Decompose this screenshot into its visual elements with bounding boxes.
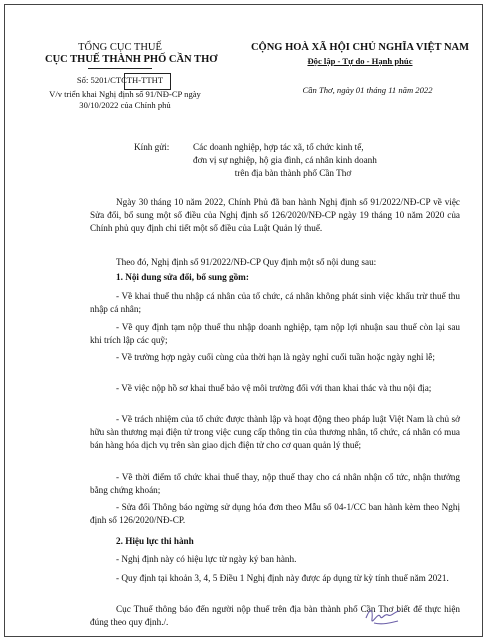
subject-line-2: 30/10/2022 của Chính phủ [79,100,171,110]
section-1-heading: 1. Nội dung sửa đổi, bổ sung gồm: [116,272,249,282]
recipient-line-3: trên địa bàn thành phố Cần Thơ [234,168,352,178]
list-item: - Về việc nộp hồ sơ khai thuế bảo vệ môi trường đối với than khai thác và thu nội địa; [116,383,432,393]
recipient-line-2: đơn vị sự nghiệp, hộ gia đình, cá nhân kinh doanh [193,155,377,165]
agency-underline [88,68,152,69]
list-item: - Về trường hợp ngày cuối cùng của thời hạn là ngày nghỉ cuối tuần hoặc ngày nghỉ lễ; [116,352,435,362]
doc-number: Số: 5201/CTCTH-TTHT [76,75,164,85]
recipient-label: Kính gửi: [134,142,170,152]
country-name: CỘNG HOÀ XÃ HỘI CHỦ NGHĨA VIỆT NAM [250,42,470,53]
signature-scribble [364,606,402,628]
motto: Độc lập - Tự do - Hạnh phúc [307,56,413,66]
subject-line-1: V/v triển khai Nghị định số 91/NĐ-CP ngày [49,89,201,99]
list-item: - Quy định tại khoản 3, 4, 5 Điều 1 Nghị định này được áp dụng từ kỳ tính thuế năm 2021. [116,573,449,583]
agency-name: CỤC THUẾ THÀNH PHỐ CẦN THƠ [45,54,218,65]
intro-paragraph: Ngày 30 tháng 10 năm 2022, Chính Phủ đã ban hành Nghị định số 91/2022/NĐ-CP về việc Sửa đổi, bổ sung một số điều của Nghị định số 126/2020/NĐ-CP ngày 19 tháng 10 năm 2020 của Chính phủ quy định chi tiết một số điều của Luật Quản lý thuế. [90,197,460,233]
list-item: - Về trách nhiệm của tổ chức được thành lập và hoạt động theo pháp luật Việt Nam là chủ sở hữu sàn thương mại điện tử trong việc cung cấp thông tin của thương nhân, tổ chức, cá nhân có mua bán hàng hóa dịch vụ trên sàn giao dịch điện tử cho cơ quan quản lý thuế; [90,414,460,450]
closing-paragraph: Cục Thuế thông báo đến người nộp thuế trên địa bàn thành phố Cần Thơ biết để thực hiện đúng theo quy định./. [90,604,460,627]
list-item: - Về khai thuế thu nhập cá nhân của tổ chức, cá nhân không phát sinh việc khấu trừ thuế thu nhập cá nhân; [90,291,460,314]
issue-date: Cần Thơ, ngày 01 tháng 11 năm 2022 [302,85,433,95]
list-item: - Về thời điểm tổ chức khai thuế thay, nộp thuế thay cho cá nhân nhận cổ tức, nhận thưởng bằng chứng khoán; [90,472,460,495]
list-item: - Sửa đổi Thông báo ngừng sử dụng hóa đơn theo Mẫu số 04-1/CC ban hành kèm theo Nghị định số 126/2020/NĐ-CP. [90,502,460,525]
list-item: - Về quy định tạm nộp thuế thu nhập doanh nghiệp, tạm nộp lợi nhuận sau thuế còn lại sau khi trích lập các quỹ; [90,322,460,345]
recipient-line-1: Các doanh nghiệp, hợp tác xã, tổ chức kinh tế, [193,142,364,152]
lead-paragraph: Theo đó, Nghị định số 91/2022/NĐ-CP Quy định một số nội dung sau: [116,257,377,267]
agency-parent: TỔNG CỤC THUẾ [78,42,162,53]
list-item: - Nghị định này có hiệu lực từ ngày ký ban hành. [116,554,297,564]
section-2-heading: 2. Hiệu lực thi hành [116,536,194,546]
